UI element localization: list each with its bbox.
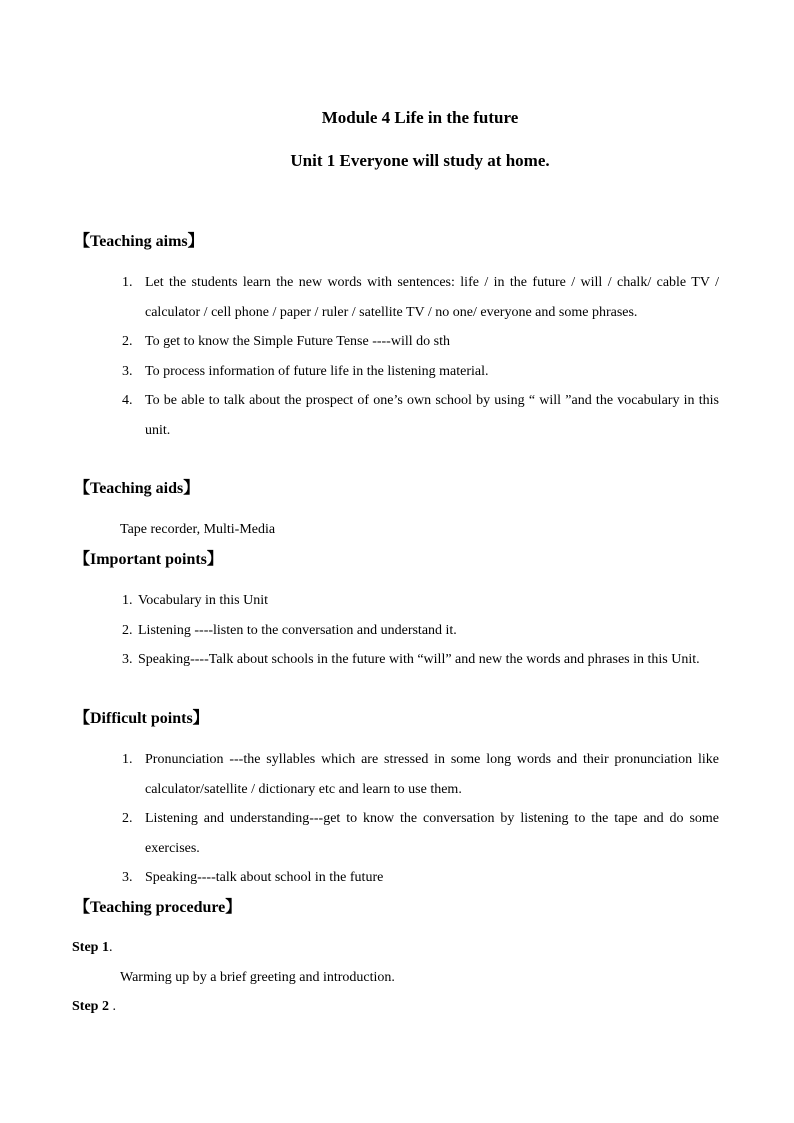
list-item: 1. Pronunciation ---the syllables which are stressed in some long words and their pronunciation like calculator/satellite / dictionary etc and learn to use them. [122, 752, 719, 797]
teaching-procedure-heading: 【Teaching procedure】 [74, 899, 242, 916]
important-points-heading: 【Important points】 [74, 551, 223, 568]
list-item: 3. Speaking----talk about school in the future [122, 870, 384, 885]
difficult-points-heading: 【Difficult points】 [74, 710, 209, 727]
important-points-list [122, 586, 719, 675]
list-item: 2. To get to know the Simple Future Tense ----will do sth [122, 334, 450, 349]
teaching-aids-text: Tape recorder, Multi-Media [120, 522, 276, 537]
module-title: Module 4 Life in the future [321, 108, 519, 127]
step-1-label: Step 1. [72, 940, 113, 955]
unit-title: Unit 1 Everyone will study at home. [290, 151, 550, 170]
list-item: 1. Let the students learn the new words with sentences: life / in the future / will / chalk/ cable TV / calculator / cell phone / paper / ruler / satellite TV / no one/ everyone and some phrases. [122, 275, 719, 320]
list-item: 3. Speaking----Talk about schools in the future with “will” and new the words and phrases in this Unit. [122, 652, 700, 667]
teaching-aids-heading: 【Teaching aids】 [74, 480, 200, 497]
list-item: 1. Vocabulary in this Unit [122, 593, 269, 608]
teaching-aims-heading: 【Teaching aims】 [74, 233, 204, 250]
difficult-points-list [122, 745, 719, 893]
list-item: 2. Listening and understanding---get to know the conversation by listening to the tape and do some exercises. [122, 811, 719, 856]
teaching-aims-list [122, 268, 719, 445]
list-item: 3. To process information of future life in the listening material. [122, 363, 489, 379]
list-item: 4. To be able to talk about the prospect of one’s own school by using “ will ”and the vocabulary in this unit. [122, 393, 719, 438]
step-2-label: Step 2 . [72, 999, 116, 1014]
list-item: 2. Listening ----listen to the conversation and understand it. [122, 622, 457, 638]
step-1-text: Warming up by a brief greeting and introduction. [120, 970, 395, 985]
